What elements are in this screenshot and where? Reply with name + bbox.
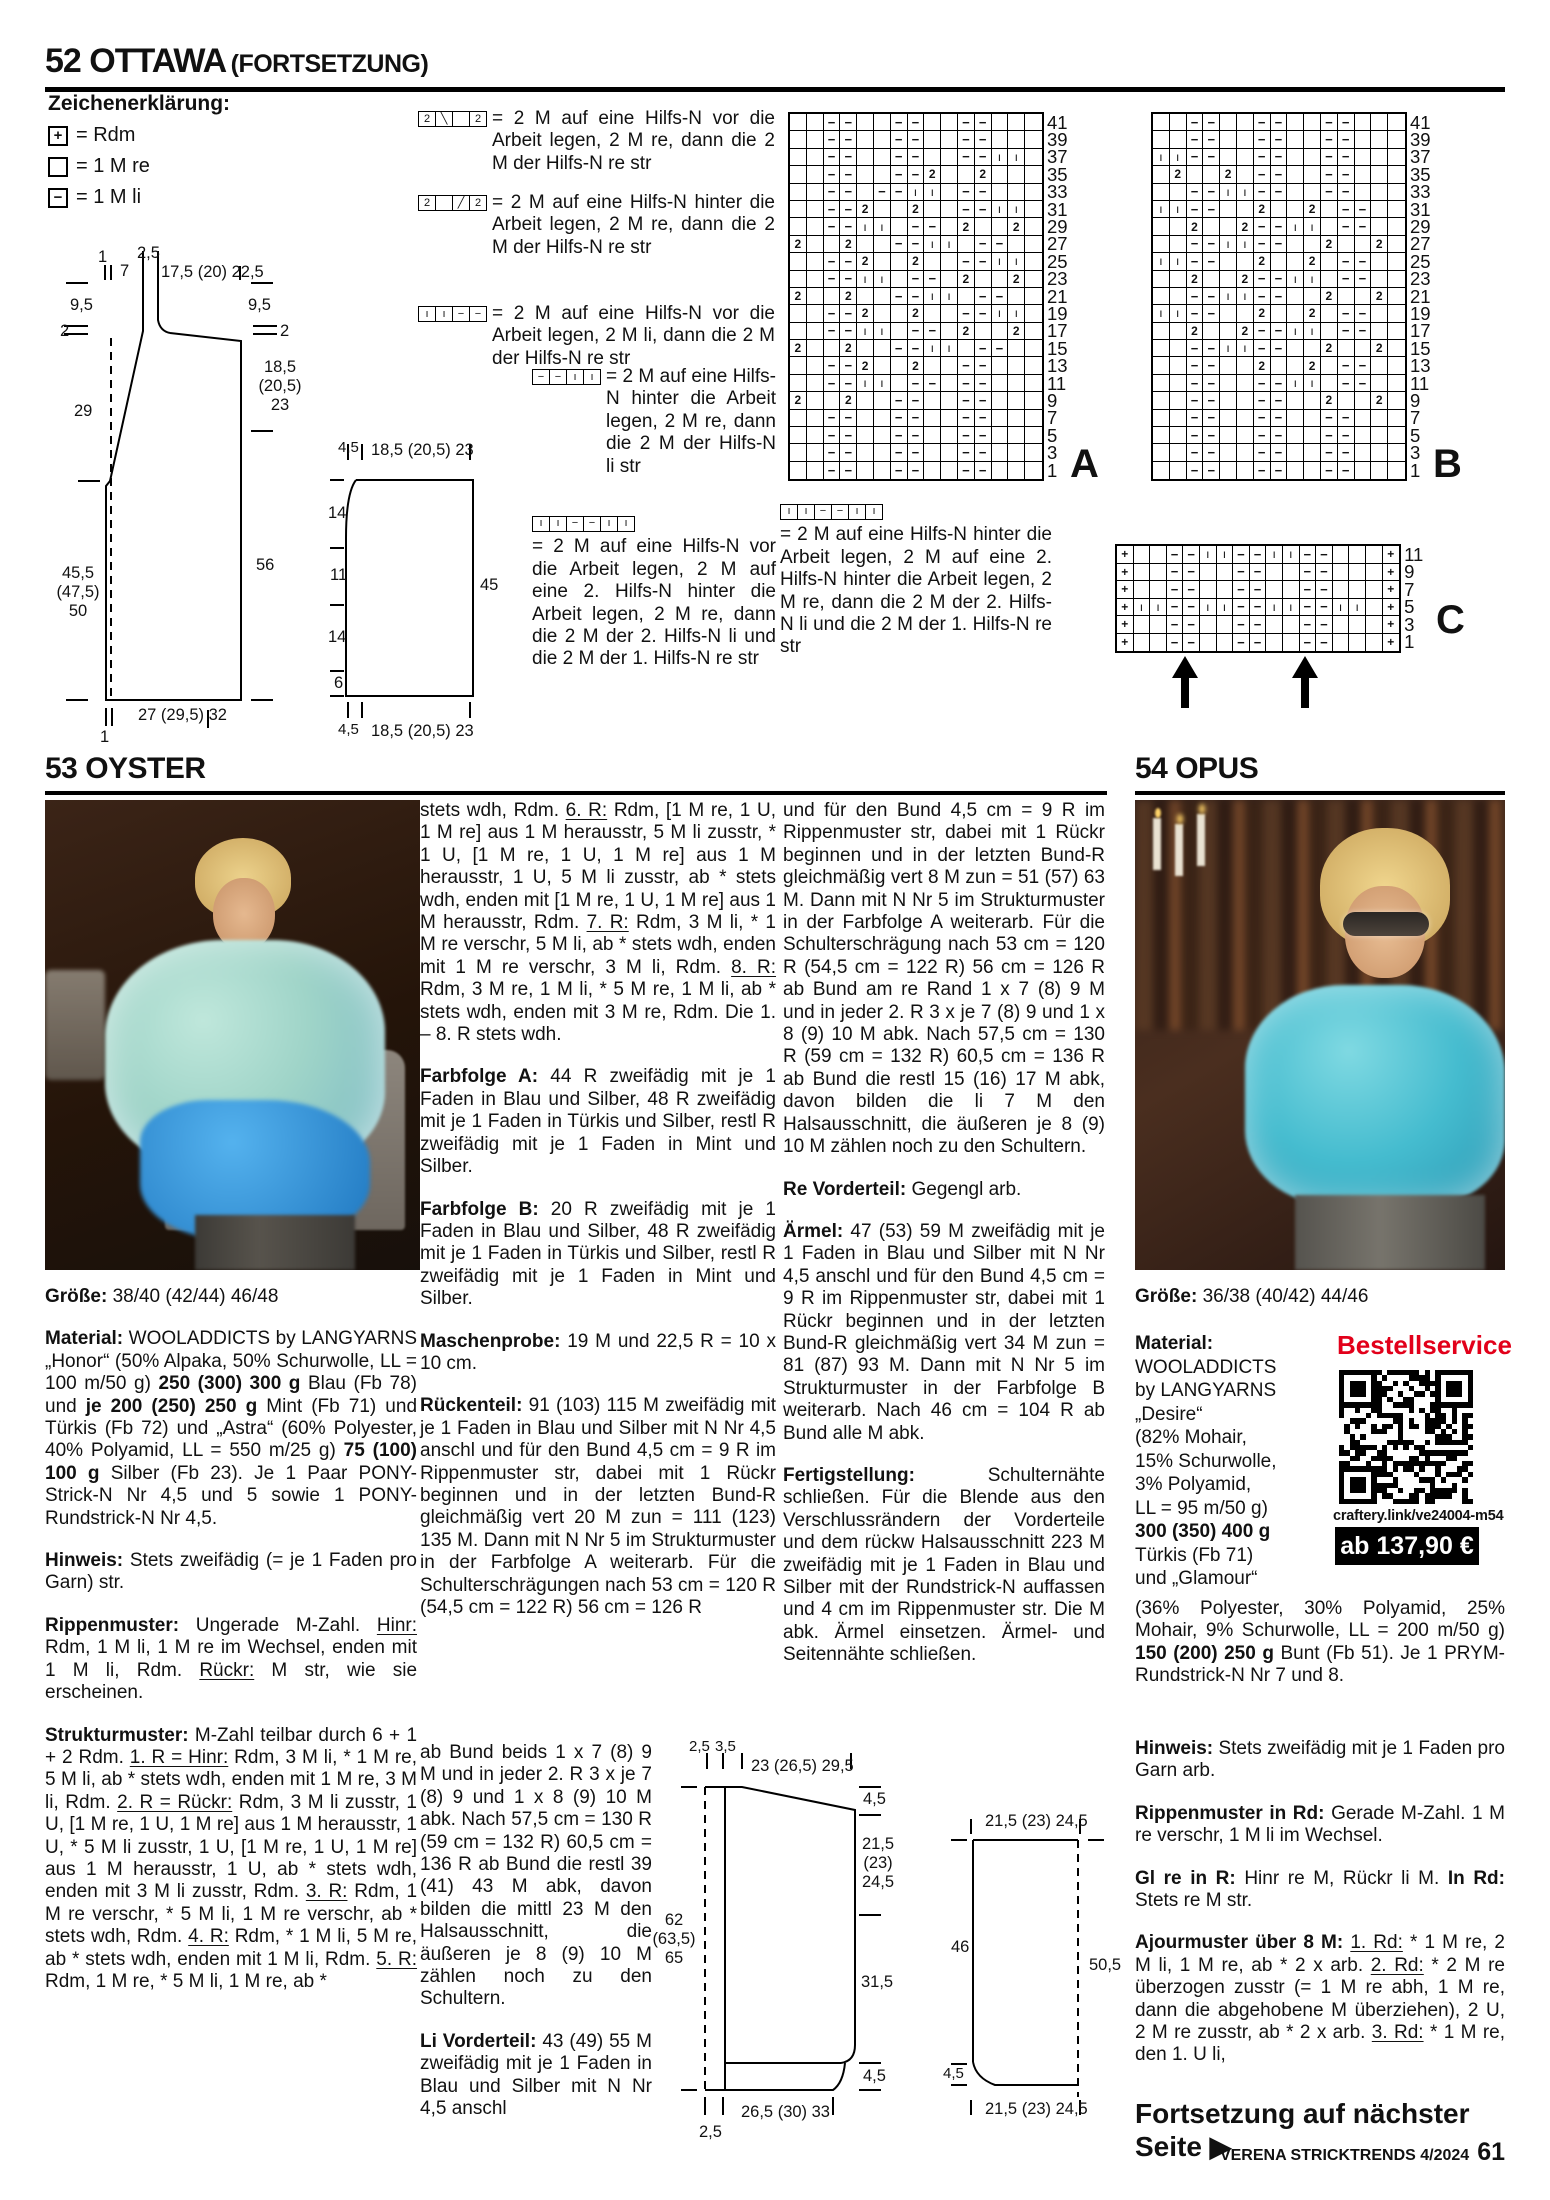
- section-54-title: 54 OPUS: [1135, 752, 1259, 785]
- opus-groesse: Größe: 36/38 (40/42) 44/46: [1135, 1286, 1369, 1307]
- measure-label: 4,5: [863, 2067, 886, 2085]
- measure-label: 18,5 (20,5) 23: [371, 722, 474, 740]
- rdm-symbol-icon: +: [48, 126, 68, 146]
- measure-label: 2,5: [137, 244, 160, 262]
- oyster-photo: [45, 800, 420, 1270]
- cable-symbol-icon: ı ı − −: [418, 306, 486, 370]
- measure-label: 2: [280, 322, 290, 340]
- measure-label: 11: [330, 566, 348, 584]
- opus-photo: [1135, 800, 1505, 1270]
- chart-c-label: C: [1436, 598, 1465, 642]
- measure-label: 3,5: [715, 1738, 736, 1755]
- measure-label: 9,5: [248, 296, 271, 314]
- oyster-column-2: stets wdh, Rdm. 6. R: Rdm, [1 M re, 1 U, 1 M re] aus 1 M herausstr, 5 M li zusstr, * 1 U, [1 M re, 1 U, 1 M re] aus 1 M herausstr, 1 U, 5 M li zusstr, ab * stets wdh, enden mit [1 M re, 1 U, 1 M re] aus 1 M herausstr, Rdm. 7. R: Rdm, 3 M li, * 1 M re verschr, 5 M li, ab * stets wdh, enden mit 1 M re verschr, 3 M li, Rdm. 8. R: Rdm, 3 M re, 1 M li, * 5 M re, 1 M li, ab * stets wdh, enden mit 3 M re, Rdm. Die 1. – 8. R stets wdh. Farbfolge A: 44 R zweifädig mit je 1 Faden in Blau und Silber, 48 R zweifädig mit je 1 Faden in Türkis und Silber, restl R zweifädig mit je 1 Faden in Mint und Silber. Farbfolge B: 20 R zweifädig mit je 1 Faden in Blau und Silber, 48 R zweifädig mit je 1 Faden in Türkis und Silber, restl R zweifädig mit je 1 Faden in Mint und Silber. Maschenprobe: 19 M und 22,5 R = 10 x 10 cm. Rückenteil: 91 (103) 115 M zweifädig mit je 1 Faden in Blau und Silber mit N Nr 4,5 anschl und für den Bund 4,5 cm = 9 R im Rippenmuster str, dabei mit 1 Rückr beginnen und in der letzten Bund-R gleichmäßig vert 20 M zun = 111 (123) 135 M. Dann mit N Nr 5 im Strukturmuster in der Farbfolge A weiterarb. Für die Schulterschrägungen nach 53 cm = 120 R (54,5 cm = 122 R) 56 cm = 126 R: [420, 800, 777, 1618]
- double-cable-symbol-icon: ı ı − − ı ı: [780, 504, 882, 520]
- cable-symbol-icon: 2 ╱ 2: [418, 195, 486, 259]
- measure-label: 31,5: [861, 1973, 894, 1991]
- legend-item: [48, 186, 378, 209]
- measure-label: 17,5 (20) 22,5: [161, 263, 264, 281]
- measure-label: 18,5 (20,5) 23: [371, 441, 474, 459]
- candle-flames: [1155, 808, 1161, 818]
- measure-label: 45,5 (47,5) 50: [56, 564, 100, 620]
- measure-label: 14: [328, 504, 347, 522]
- legend-item-label: = 1 M re: [76, 155, 150, 177]
- measure-label: 29: [74, 402, 93, 420]
- symbol-text: = 2 M auf eine Hilfs-N vor die Arbeit legen, 2 M auf eine 2. Hilfs-N hinter die Arbeit legen, 2 M re, dann die 2 M der 2. Hilfs-N li und die 2 M der 1. Hilfs-N re str: [532, 536, 776, 670]
- measure-label: 2,5: [689, 1738, 710, 1755]
- section-53-title: 53 OYSTER: [45, 752, 206, 785]
- oyster-column-1: Größe: 38/40 (42/44) 46/48 Material: WOOLADDICTS by LANGYARNS „Honor“ (50% Alpaka, 50% Schurwolle, LL = 100 m/50 g) 250 (300) 300 g Blau (Fb 78) und je 200 (250) 250 g Mint (Fb 71) und Türkis (Fb 72) und „Astra“ (60% Polyester, 40% Polyamid, LL = 550 m/25 g) 75 (100) 100 g Silber (Fb 23). Je 1 Paar PONY-Strick-N Nr 4,5 und 5 sowie 1 PONY-Rundstrick-N Nr 4,5. Hinweis: Stets zweifädig (= je 1 Faden pro Garn) str. Rippenmuster: Ungerade M-Zahl. Hinr: Rdm, 1 M li, 1 M re im Wechsel, enden mit 1 M li, Rdm. Rückr: M str, wie sie erscheinen. Strukturmuster: M-Zahl teilbar durch 6 + 1 + 2 Rdm. 1. R = Hinr: Rdm, 3 M li, * 1 M re, 5 M li, ab * stets wdh, enden mit 1 M re, 3 M li, Rdm. 2. R = Rückr: Rdm, 3 M li zusstr, 1 U, [1 M re, 1 U, 1 M re] aus 1 M herausstr, 1 U, * 5 M li zusstr, 1 U, [1 M re, 1 U, 1 M re] aus 1 M herausstr, 1 U, ab * stets wdh, enden mit 3 M li zusstr, Rdm. 3. R: Rdm, 1 M re verschr, * 5 M li, 1 M re verschr, ab * stets wdh, Rdm. 4. R: Rdm, * 1 M li, 5 M re, ab * stets wdh, enden mit 1 M li, Rdm. 5. R: Rdm, 1 M re, * 5 M li, 1 M re, ab *: [45, 1286, 418, 1992]
- cable-symbol-icon: 2 ╲ 2: [418, 111, 486, 175]
- section-52-header: [45, 42, 1505, 92]
- opus-patterns: Hinweis: Stets zweifädig mit je 1 Faden pro Garn arb. Rippenmuster in Rd: Gerade M-Zahl. 1 M re verschr, 1 M li im Wechsel. Gl re in R: Hinr re M, Rückr li M. In Rd: Stets re M str. Ajourmuster über 8 M: 1. Rd: * 1 M re, 2 M li, 1 M re, ab * 2 x arb. 2. Rd: * 2 M re überzogen zusstr (= 1 M re abh, 1 M re, dann die abgehobene M überziehen), 2 U, 2 M re zusstr, ab * 2 x arb. 3. Rd: * 1 M re, den 1. U li,: [1135, 1738, 1506, 2066]
- measure-label: 4,5: [943, 2065, 964, 2082]
- schematic-ottawa-body: [48, 238, 348, 750]
- symbol-text: = 2 M auf eine Hilfs-N vor die Arbeit legen, 2 M re, dann die 2 M der Hilfs-N re str: [492, 108, 775, 174]
- measure-label: 26,5 (30) 33: [741, 2103, 830, 2121]
- symbol-entry-4: [532, 366, 776, 478]
- page-number: 61: [1477, 2138, 1505, 2166]
- chart-b-label: B: [1433, 442, 1462, 486]
- bestellservice-label: Bestellservice: [1337, 1330, 1512, 1360]
- legend-item-label: = 1 M li: [76, 186, 142, 208]
- repeat-arrow-icon: [1172, 656, 1198, 708]
- legend-title: Zeichenerklärung:: [48, 92, 231, 115]
- measure-label: 1: [100, 728, 110, 746]
- opus-material-cont: (36% Polyester, 30% Polyamid, 25% Mohair, 9% Schurwolle, LL = 200 m/50 g) 150 (200) 250 g Bunt (Fb 51). Je 1 PRYM-Rundstrick-N Nr 7 und 8.: [1135, 1598, 1505, 1687]
- measure-label: 6: [334, 674, 344, 692]
- measure-label: 4,5: [863, 1790, 886, 1808]
- schematic-opus-front: [645, 1738, 900, 2145]
- schematic-opus-sleeve: [943, 1812, 1138, 2122]
- cable-symbol-icon: − − ı ı: [532, 369, 600, 478]
- measure-label: 21,5 (23) 24,5: [985, 2100, 1088, 2118]
- chart-c: + − − ı ı − − ı ı − − + 11 + − − − − − − + 9 + − − − − − − + 7 + ı ı − − ı ı − − ı ı − − ı ı + 5 + − − − − − − + 3 + − − − − − − + 1: [1115, 544, 1401, 653]
- repeat-arrow-icon: [1292, 656, 1318, 708]
- schematic-outline: [48, 238, 348, 750]
- legend-item: [48, 124, 378, 147]
- opus-material: Material: WOOLADDICTS by LANGYARNS „Desire“ (82% Mohair, 15% Schurwolle, 3% Polyamid, LL = 95 m/50 g) 300 (350) 400 g Türkis (Fb 71) und „Glamour“: [1135, 1333, 1277, 1589]
- section-54-header: [1135, 752, 1505, 795]
- double-cable-symbol-icon: ı ı − − ı ı: [532, 516, 634, 532]
- measure-label: 4,5: [338, 721, 359, 738]
- symbol-text: = 2 M auf eine Hilfs-N hinter die Arbeit legen, 2 M auf eine 2. Hilfs-N hinter die Arbeit legen, 2 M re, dann die 2 M der 2. Hilfs-N li und die 2 M der 1. Hilfs-N re str: [780, 524, 1052, 658]
- symbol-entry-3: [418, 303, 775, 370]
- section-53-header: [45, 752, 1107, 795]
- candles: [1153, 818, 1161, 870]
- oyster-column-2b: ab Bund beids 1 x 7 (8) 9 M und in jeder 2. R 3 x je 7 (8) 9 und 1 x 8 (9) 10 M abk. Nach 57,5 cm = 130 R (59 cm = 132 R) 60,5 cm = 136 R ab Bund die restl 39 (41) 43 M abk, davon bilden die mittl 23 M den Halsausschnitt, die äußeren je 8 (9) 10 M zählen noch zu den Schultern. Li Vorderteil: 43 (49) 55 M zweifädig mit je 1 Faden in Blau und Silber mit N Nr 4,5 anschl: [420, 1742, 652, 2120]
- measure-label: 18,5 (20,5) 23: [258, 358, 302, 414]
- measure-label: 62 (63,5) 65: [652, 1911, 696, 1967]
- section-52-subtitle: (FORTSETZUNG): [230, 50, 429, 78]
- symbol-text: = 2 M auf eine Hilfs-N hinter die Arbeit legen, 2 M re, dann die 2 M der Hilfs-N li str: [606, 366, 776, 477]
- measure-label: 9,5: [70, 296, 93, 314]
- magazine-name: VERENA STRICKTRENDS 4/2024: [1219, 2147, 1470, 2164]
- qr-code: [1335, 1366, 1477, 1508]
- chart-a: − − − − − − 41 − − − − − − 39 − − − − − − ı ı 37 − − − − 2 2 35 − − − − ı ı − − 33 − − 2 2 − − ı ı 31 − − ı ı − − 2 2 29 2 2 − − ı ı − − 27 − − 2 2 − − ı ı 25 − − ı ı − − 2 2 23 2 2 − − ı ı − − 21 − − 2 2 − − ı ı 19 − − ı ı − − 2 2 17 2 2 − − ı ı − − 15 − − 2 2 − − 13 − − ı ı − − − − 11 2 2 − − − − 9 − − − − − − 7 − − − − − − 5 − − − − − − 3 − − − − − − 1: [788, 112, 1044, 481]
- measure-label: 1: [98, 248, 108, 266]
- symbol-text: = 2 M auf eine Hilfs-N vor die Arbeit legen, 2 M li, dann die 2 M der Hilfs-N re str: [492, 303, 775, 369]
- symbol-text: = 2 M auf eine Hilfs-N hinter die Arbeit legen, 2 M re, dann die 2 M der Hilfs-N re str: [492, 192, 775, 258]
- purl-symbol-icon: −: [48, 188, 68, 208]
- measure-label: 21,5 (23) 24,5: [985, 1812, 1088, 1830]
- skirt: [1295, 1195, 1485, 1270]
- symbol-entry-1: [418, 108, 775, 175]
- continuation-text: Fortsetzung auf nächster Seite: [1135, 2098, 1470, 2162]
- symbol-entry-5: [532, 510, 776, 671]
- measure-label: 46: [951, 1938, 970, 1956]
- measure-label: 56: [256, 556, 275, 574]
- measure-label: 21,5 (23) 24,5: [861, 1835, 895, 1891]
- qr-link-label: craftery.link/ve24004-m54: [1333, 1508, 1504, 1524]
- measure-label: 7: [120, 262, 130, 280]
- turquoise-sweater: [1245, 985, 1505, 1205]
- measure-label: 27 (29,5) 32: [138, 706, 227, 724]
- measure-label: 23 (26,5) 29,5: [751, 1757, 854, 1775]
- legend: [48, 92, 378, 217]
- symbol-entry-6: [780, 498, 1052, 659]
- schematic-ottawa-sleeve: [328, 438, 516, 740]
- legend-item-label: = Rdm: [76, 124, 136, 146]
- next-page-arrow-icon: ▶: [1209, 2131, 1232, 2162]
- measure-label: 2,5: [699, 2123, 722, 2141]
- sunglasses: [1343, 912, 1429, 936]
- symbol-entry-2: [418, 192, 775, 259]
- knit-symbol-icon: [48, 157, 68, 177]
- page-footer: [1005, 2138, 1505, 2167]
- legend-item: [48, 155, 378, 178]
- section-52-title: 52 OTTAWA: [45, 42, 227, 80]
- measure-label: 50,5: [1089, 1956, 1122, 1974]
- chart-a-label: A: [1070, 442, 1099, 486]
- oyster-column-3: und für den Bund 4,5 cm = 9 R im Rippenmuster str, dabei mit 1 Rückr beginnen und in der letzten Bund-R gleichmäßig vert 8 M zun = 51 (57) 63 M. Dann mit N Nr 5 im Strukturmuster in der Farbfolge A weiterarb. Für die Schulterschrägung nach 53 cm = 120 R (54,5 cm = 122 R) 56 cm = 126 R ab Bund am re Rand 1 x 7 (8) 9 M und in jeder 2. R 3 x je 7 (8) 9 und 1 x 8 (9) 10 M abk. Nach 57,5 cm = 130 R (59 cm = 132 R) 60,5 cm = 136 R ab Bund die restl 15 (16) 17 M abk, davon bilden die li 7 M den Halsausschnitt, die äußeren je 8 (9) 10 M zählen noch zu den Schultern. Re Vorderteil: Gegengl arb. Ärmel: 47 (53) 59 M zweifädig mit je 1 Faden in Blau und Silber mit N Nr 4,5 anschl und für den Bund 4,5 cm = 9 R im Rippenmuster str, dabei mit 1 Rückr beginnen und in der letzten Bund-R gleichmäßig vert 34 M zun = 81 (87) 93 M. Dann mit N Nr 5 im Strukturmuster in der Farbfolge B weiterarb. Nach 46 cm = 104 R ab Bund alle M abk. Fertigstellung: Schulternähte schließen. Für die Blende aus den Verschlussrändern der Vorderteile und dem rückw Halsausschnitt 223 M zweifädig mit je 1 Faden in Blau und Silber mit der Rundstrick-N auffassen und 4 cm im Rippenmuster str. Die M abk. Ärmel einsetzen. Ärmel- und Seitennähte schließen.: [783, 800, 1105, 1666]
- measure-label: 2: [60, 322, 70, 340]
- measure-label: 4,5: [338, 439, 359, 456]
- measure-label: 45: [480, 576, 499, 594]
- price-badge: ab 137,90 €: [1335, 1527, 1479, 1565]
- chart-b: − − − − − − 41 − − − − − − 39 ı ı − − − − − − 37 2 2 − − − − 35 − − ı ı − − − − 33 ı ı − − 2 2 − − 31 2 2 − − ı ı − − 29 − − ı ı − − 2 2 27 ı ı − − 2 2 − − 25 2 2 − − ı ı − − 23 − − ı ı − − 2 2 21 ı ı − − 2 2 − − 19 2 2 − − ı ı − − 17 − − ı ı − − 2 2 15 − − 2 2 − − 13 − − − − ı ı − − 11 − − − − 2 2 9 − − − − − − 7 − − − − − − 5 − − − − − − 3 − − − − − − 1: [1151, 112, 1407, 481]
- tweed-skirt: [195, 1215, 355, 1270]
- coffee-machine: [45, 970, 105, 1080]
- measure-label: 14: [328, 628, 347, 646]
